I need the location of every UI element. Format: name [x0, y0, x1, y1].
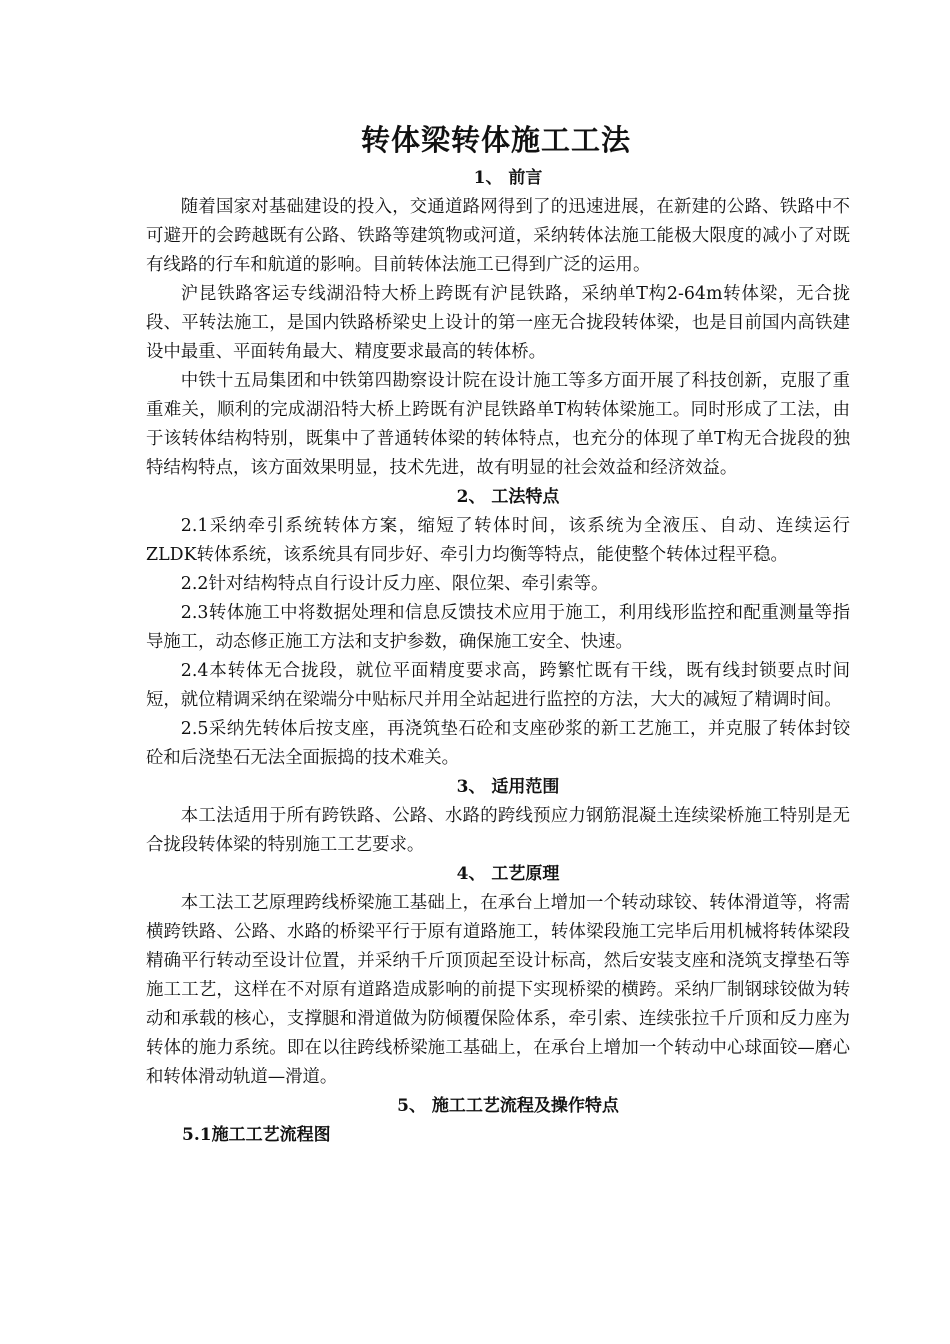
- section-preface: [146, 164, 850, 483]
- paragraph: 2.5采纳先转体后按支座，再浇筑垫石砼和支座砂浆的新工艺施工，并克服了转体封铰砼和后浇垫石无法全面振捣的技术难关。: [146, 719, 850, 768]
- section-heading: 4、 工艺原理: [456, 864, 560, 884]
- section-heading: 3、 适用范围: [456, 777, 560, 797]
- paragraph: 2.2针对结构特点自行设计反力座、限位架、牵引索等。: [180, 574, 609, 594]
- paragraph: 沪昆铁路客运专线湖沿特大桥上跨既有沪昆铁路，采纳单T构2-64m转体梁，无合拢段、平转法施工，是国内铁路桥梁史上设计的第一座无合拢段转体梁，也是目前国内高铁建设中最重、平面转角最大、精度要求最高的转体桥。: [146, 284, 850, 362]
- paragraph: 2.1采纳牵引系统转体方案，缩短了转体时间，该系统为全液压、自动、连续运行ZLDK转体系统，该系统具有同步好、牵引力均衡等特点，能使整个转体过程平稳。: [146, 516, 850, 565]
- paragraph: 2.4本转体无合拢段，就位平面精度要求高，跨繁忙既有干线，既有线封锁要点时间短，就位精调采纳在梁端分中贴标尺并用全站起进行监控的方法，大大的减短了精调时间。: [146, 661, 850, 710]
- paragraph: 本工法适用于所有跨铁路、公路、水路的跨线预应力钢筋混凝土连续梁桥施工特别是无合拢段转体梁的特别施工工艺要求。: [146, 806, 850, 855]
- section-heading: 5、 施工工艺流程及操作特点: [397, 1096, 619, 1116]
- section-process: [146, 1092, 850, 1150]
- paragraph: 中铁十五局集团和中铁第四勘察设计院在设计施工等多方面开展了科技创新，克服了重重难关，顺利的完成湖沿特大桥上跨既有沪昆铁路单T构转体梁施工。同时形成了工法，由于该转体结构特别，既集中了普通转体梁的转体特点，也充分的体现了单T构无合拢段的独特结构特点，该方面效果明显，技术先进，故有明显的社会效益和经济效益。: [146, 371, 850, 478]
- section-heading: 2、 工法特点: [456, 487, 560, 507]
- document-title: 转体梁转体施工工法: [360, 123, 631, 157]
- section-principle: [146, 860, 850, 1092]
- subsection-heading: 5.1施工工艺流程图: [182, 1125, 331, 1145]
- section-features: [146, 483, 850, 773]
- document-body: [146, 164, 850, 1150]
- section-heading: 1、 前言: [473, 168, 543, 188]
- paragraph: 本工法工艺原理跨线桥梁施工基础上，在承台上增加一个转动球铰、转体滑道等，将需横跨铁路、公路、水路的桥梁平行于原有道路施工，转体梁段施工完毕后用机械将转体梁段精确平行转动至设计位置，并采纳千斤顶顶起至设计标高，然后安装支座和浇筑支撑垫石等施工工艺，这样在不对原有道路造成影响的前提下实现桥梁的横跨。采纳厂制钢球铰做为转动和承载的核心，支撑腿和滑道做为防倾覆保险体系，牵引索、连续张拉千斤顶和反力座为转体的施力系统。即在以往跨线桥梁施工基础上，在承台上增加一个转动中心球面铰—磨心和转体滑动轨道—滑道。: [146, 893, 850, 1087]
- paragraph: 2.3转体施工中将数据处理和信息反馈技术应用于施工，利用线形监控和配重测量等指导施工，动态修正施工方法和支护参数，确保施工安全、快速。: [146, 603, 850, 652]
- section-scope: [146, 773, 850, 860]
- paragraph: 随着国家对基础建设的投入，交通道路网得到了的迅速进展，在新建的公路、铁路中不可避开的会跨越既有公路、铁路等建筑物或河道，采纳转体法施工能极大限度的减小了对既有线路的行车和航道的影响。目前转体法施工已得到广泛的运用。: [146, 197, 850, 275]
